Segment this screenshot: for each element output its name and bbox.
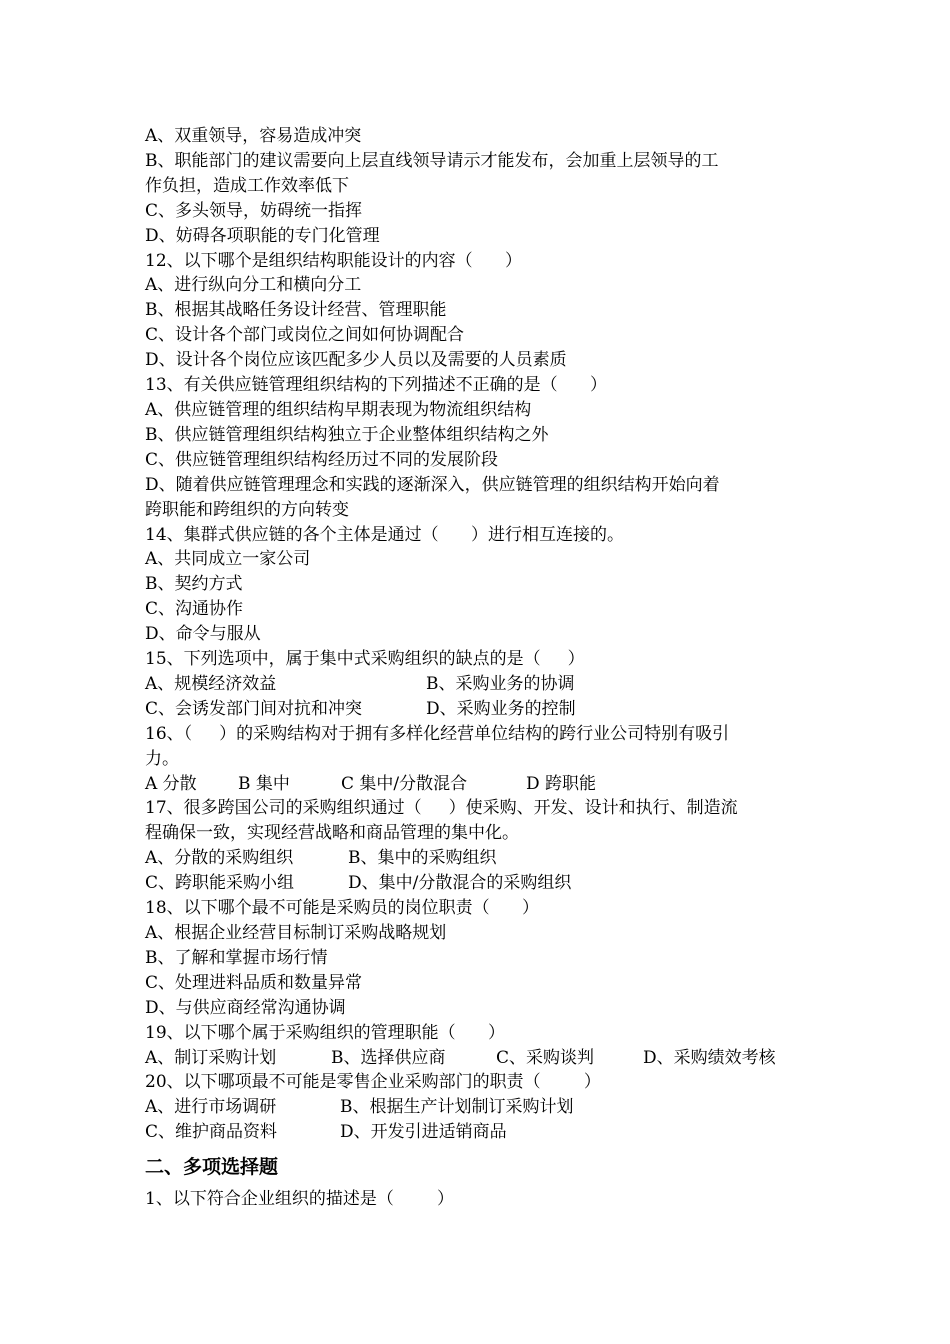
question-18-option-c: C、处理进料品质和数量异常: [145, 972, 363, 993]
question-17-continued: 程确保一致，实现经营战略和商品管理的集中化。: [145, 823, 519, 844]
question-13-option-b: B、供应链管理组织结构独立于企业整体组织结构之外: [145, 424, 549, 445]
question-18-option-a: A、根据企业经营目标制订采购战略规划: [145, 923, 447, 943]
question-16-option-d: D 跨职能: [526, 773, 597, 794]
question-20-option-b: B、根据生产计划制订采购计划: [340, 1097, 574, 1118]
question-18: 18、以下哪个最不可能是采购员的岗位职责（ ）: [145, 898, 540, 919]
question-15: 15、下列选项中，属于集中式采购组织的缺点的是（ ）: [145, 649, 585, 670]
question-19-options-row: [145, 1046, 810, 1071]
question-17-option-d: D、集中/分散混合的采购组织: [348, 873, 572, 894]
question-20: 20、以下哪项最不可能是零售企业采购部门的职责（ ）: [145, 1072, 601, 1093]
question-18-option-d: D、与供应商经常沟通协调: [145, 997, 346, 1018]
question-19-option-a: A、制订采购计划: [145, 1047, 277, 1068]
question-17-options-row-1: [145, 846, 810, 871]
question-14: 14、集群式供应链的各个主体是通过（ ）进行相互连接的。: [145, 524, 625, 545]
answer-option-b-continued: 作负担，造成工作效率低下: [145, 175, 349, 196]
question-16-options-row: [145, 772, 810, 797]
question-14-option-d: D、命令与服从: [145, 624, 261, 645]
question-12-option-a: A、进行纵向分工和横向分工: [145, 275, 362, 296]
question-12-option-b: B、根据其战略任务设计经营、管理职能: [145, 300, 447, 321]
answer-option-c: C、多头领导，妨碍统一指挥: [145, 200, 363, 221]
multi-question-1: 1、以下符合企业组织的描述是（ ）: [145, 1189, 455, 1210]
question-20-option-d: D、开发引进适销商品: [340, 1122, 507, 1143]
question-18-option-b: B、了解和掌握市场行情: [145, 947, 328, 968]
question-13: 13、有关供应链管理组织结构的下列描述不正确的是（ ）: [145, 375, 608, 396]
question-16-continued: 力。: [145, 748, 179, 769]
answer-option-a: A、双重领导，容易造成冲突: [145, 126, 362, 146]
question-19: 19、以下哪个属于采购组织的管理职能（ ）: [145, 1022, 506, 1043]
section-heading-multiple-choice: 二、多项选择题: [145, 1156, 279, 1179]
question-17-option-a: A、分散的采购组织: [145, 848, 294, 869]
question-17-options-row-2: [145, 871, 810, 896]
answer-option-d: D、妨碍各项职能的专门化管理: [145, 225, 380, 246]
question-13-option-d: D、随着供应链管理理念和实践的逐渐深入，供应链管理的组织结构开始向着: [145, 474, 720, 495]
question-19-option-d: D、采购绩效考核: [643, 1047, 776, 1068]
question-14-option-a: A、共同成立一家公司: [145, 549, 311, 570]
question-16: 16、（ ）的采购结构对于拥有多样化经营单位结构的跨行业公司特别有吸引: [145, 723, 730, 744]
question-20-option-c: C、维护商品资料: [145, 1122, 278, 1143]
document-page: [145, 124, 810, 1212]
question-12: 12、以下哪个是组织结构职能设计的内容（ ）: [145, 250, 523, 271]
question-17-option-b: B、集中的采购组织: [348, 848, 497, 869]
question-20-options-row-2: [145, 1120, 810, 1145]
answer-option-b: B、职能部门的建议需要向上层直线领导请示才能发布，会加重上层领导的工: [145, 150, 719, 171]
question-17: 17、很多跨国公司的采购组织通过（ ）使采购、开发、设计和执行、制造流: [145, 798, 738, 819]
question-15-option-c: C、会诱发部门间对抗和冲突: [145, 698, 363, 719]
question-20-option-a: A、进行市场调研: [145, 1097, 277, 1118]
question-19-option-b: B、选择供应商: [331, 1047, 446, 1068]
question-13-option-a: A、供应链管理的组织结构早期表现为物流组织结构: [145, 399, 532, 420]
question-14-option-b: B、契约方式: [145, 574, 243, 595]
question-17-option-c: C、跨职能采购小组: [145, 873, 295, 894]
question-12-option-c: C、设计各个部门或岗位之间如何协调配合: [145, 325, 465, 346]
question-13-option-c: C、供应链管理组织结构经历过不同的发展阶段: [145, 449, 499, 470]
question-15-option-d: D、采购业务的控制: [426, 698, 576, 719]
question-13-option-d-continued: 跨职能和跨组织的方向转变: [145, 499, 349, 520]
question-15-option-a: A、规模经济效益: [145, 673, 277, 694]
question-16-option-b: B 集中: [238, 773, 290, 794]
question-19-option-c: C、采购谈判: [496, 1047, 595, 1068]
question-15-options-row-1: [145, 672, 810, 697]
question-16-option-a: A 分散: [145, 773, 197, 794]
question-16-option-c: C 集中/分散混合: [341, 773, 468, 794]
question-15-option-b: B、采购业务的协调: [426, 673, 575, 694]
question-12-option-d: D、设计各个岗位应该匹配多少人员以及需要的人员素质: [145, 350, 567, 371]
question-15-options-row-2: [145, 697, 810, 722]
question-20-options-row-1: [145, 1095, 810, 1120]
question-14-option-c: C、沟通协作: [145, 599, 244, 620]
